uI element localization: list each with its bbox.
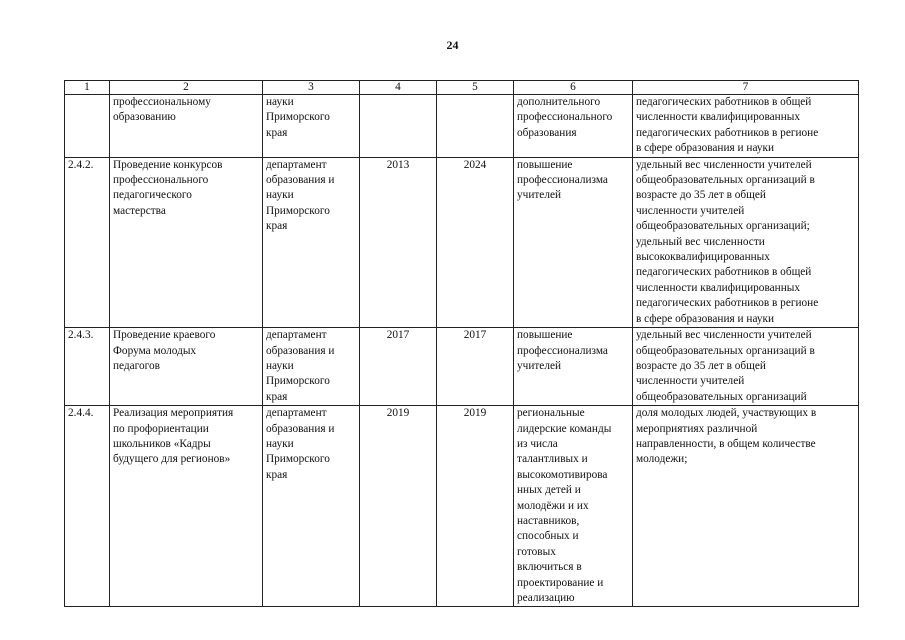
executor-cell-line: науки [266,437,294,450]
column-number: 6 [514,81,633,95]
indicator-cell-line: мероприятиях различной [636,422,758,435]
indicator-cell-line: численности учителей [636,204,745,217]
activity-name-cell-line: педагогов [113,359,161,372]
executor-cell [263,95,360,158]
start-year-cell: 2013 [360,157,437,327]
activity-name-cell-line: мастерства [113,204,166,217]
indicator-cell-line: в сфере образования и науки [636,142,775,155]
end-year-cell: 2024 [437,157,514,327]
executor-cell-line: науки [266,96,294,108]
activity-name-cell-line: Форума молодых [113,344,197,357]
indicator-cell-line: возрасте до 35 лет в общей [636,189,766,202]
executor-cell-line: края [266,468,288,481]
executor-cell-line: образования и [266,344,335,357]
indicator-cell-line: численности квалифицированных [636,111,800,124]
indicator-cell-line: педагогических работников в общей [636,96,812,108]
executor-cell-line: образования и [266,174,335,187]
expected-result-cell-line: лидерские команды [517,422,612,435]
indicator-cell [633,157,859,327]
start-year-cell [360,95,437,158]
item-number-cell: 2.4.4. [65,406,110,607]
expected-result-cell-line: высокомотивирова [517,468,608,481]
expected-result-cell-line: повышение [517,158,573,171]
executor-cell-line: Приморского [266,453,330,466]
expected-result-cell-line: проектирование и [517,576,604,589]
table-row [65,157,859,327]
column-number: 3 [263,81,360,95]
start-year-cell: 2017 [360,328,437,406]
executor-cell-line: Приморского [266,111,330,124]
executor-cell-line: науки [266,359,294,372]
indicator-cell-line: удельный вес численности учителей [636,329,812,342]
item-number-cell: 2.4.2. [65,157,110,327]
activity-name-cell [110,328,263,406]
indicator-cell [633,406,859,607]
expected-result-cell [514,157,633,327]
executor-cell [263,406,360,607]
activity-name-cell [110,157,263,327]
indicator-cell-line: общеобразовательных организаций; [636,220,810,233]
start-year-cell: 2019 [360,406,437,607]
indicator-cell-line: направленности, в общем количестве [636,437,816,450]
indicator-cell-line: педагогических работников в общей [636,266,812,279]
column-number: 7 [633,81,859,95]
expected-result-cell-line: из числа [517,437,558,450]
indicator-cell-line: удельный вес численности учителей [636,158,812,171]
activity-name-cell-line: Реализация мероприятия [113,407,234,420]
indicator-cell-line: общеобразовательных организаций [636,390,807,403]
activity-name-cell-line: школьников «Кадры [113,437,211,450]
expected-result-cell-line: учителей [517,359,562,372]
item-number-cell: 2.4.3. [65,328,110,406]
column-number: 4 [360,81,437,95]
executor-cell-line: департамент [266,158,327,171]
end-year-cell [437,95,514,158]
indicator-cell-line: доля молодых людей, участвующих в [636,407,817,420]
expected-result-cell-line: способных и [517,530,579,543]
activity-name-cell-line: педагогического [113,189,192,202]
activity-name-cell [110,406,263,607]
end-year-cell: 2019 [437,406,514,607]
executor-cell-line: департамент [266,407,327,420]
indicator-cell-line: педагогических работников в регионе [636,297,819,310]
expected-result-cell-line: включиться в [517,561,582,574]
page-number: 24 [446,38,459,52]
executor-cell-line: края [266,220,288,233]
indicator-cell-line: педагогических работников в регионе [636,126,819,139]
expected-result-cell-line: готовых [517,545,556,558]
expected-result-cell-line: профессионального [517,111,613,124]
expected-result-cell [514,406,633,607]
executor-cell [263,328,360,406]
program-table [64,80,859,607]
executor-cell-line: науки [266,189,294,202]
executor-cell-line: Приморского [266,204,330,217]
activity-name-cell-line: по профориентации [113,422,209,435]
indicator-cell-line: численности учителей [636,375,745,388]
expected-result-cell-line: образования [517,126,577,139]
executor-cell-line: Приморского [266,375,330,388]
activity-name-cell-line: образованию [113,111,176,124]
expected-result-cell [514,95,633,158]
activity-name-cell-line: Проведение краевого [113,329,216,342]
indicator-cell-line: численности квалифицированных [636,281,800,294]
expected-result-cell-line: дополнительного [517,96,601,108]
table-row [65,95,859,158]
column-number: 5 [437,81,514,95]
indicator-cell-line: в сфере образования и науки [636,312,775,325]
expected-result-cell-line: профессионализма [517,174,608,187]
executor-cell [263,157,360,327]
expected-result-cell-line: реализацию [517,592,575,604]
column-number-row [65,81,859,95]
indicator-cell-line: общеобразовательных организаций в [636,344,815,357]
expected-result-cell [514,328,633,406]
column-number: 2 [110,81,263,95]
executor-cell-line: департамент [266,329,327,342]
executor-cell-line: края [266,126,288,139]
indicator-cell-line: удельный вес численности [636,235,765,248]
table-row [65,328,859,406]
table-row [65,406,859,607]
expected-result-cell-line: нных детей и [517,484,581,497]
indicator-cell [633,328,859,406]
indicator-cell [633,95,859,158]
expected-result-cell-line: учителей [517,189,562,202]
expected-result-cell-line: региональные [517,407,585,420]
item-number-cell [65,95,110,158]
activity-name-cell-line: профессиональному [113,96,211,108]
activity-name-cell-line: будущего для регионов» [113,453,231,466]
expected-result-cell-line: молодёжи и их [517,499,589,512]
indicator-cell-line: возрасте до 35 лет в общей [636,359,766,372]
indicator-cell-line: общеобразовательных организаций в [636,174,815,187]
expected-result-cell-line: повышение [517,329,573,342]
indicator-cell-line: высококвалифицированных [636,251,770,264]
activity-name-cell-line: Проведение конкурсов [113,158,223,171]
end-year-cell: 2017 [437,328,514,406]
expected-result-cell-line: талантливых и [517,453,588,466]
expected-result-cell-line: профессионализма [517,344,608,357]
indicator-cell-line: молодежи; [636,453,688,466]
executor-cell-line: края [266,390,288,403]
column-number: 1 [65,81,110,95]
activity-name-cell-line: профессионального [113,174,209,187]
expected-result-cell-line: наставников, [517,514,580,527]
executor-cell-line: образования и [266,422,335,435]
activity-name-cell [110,95,263,158]
